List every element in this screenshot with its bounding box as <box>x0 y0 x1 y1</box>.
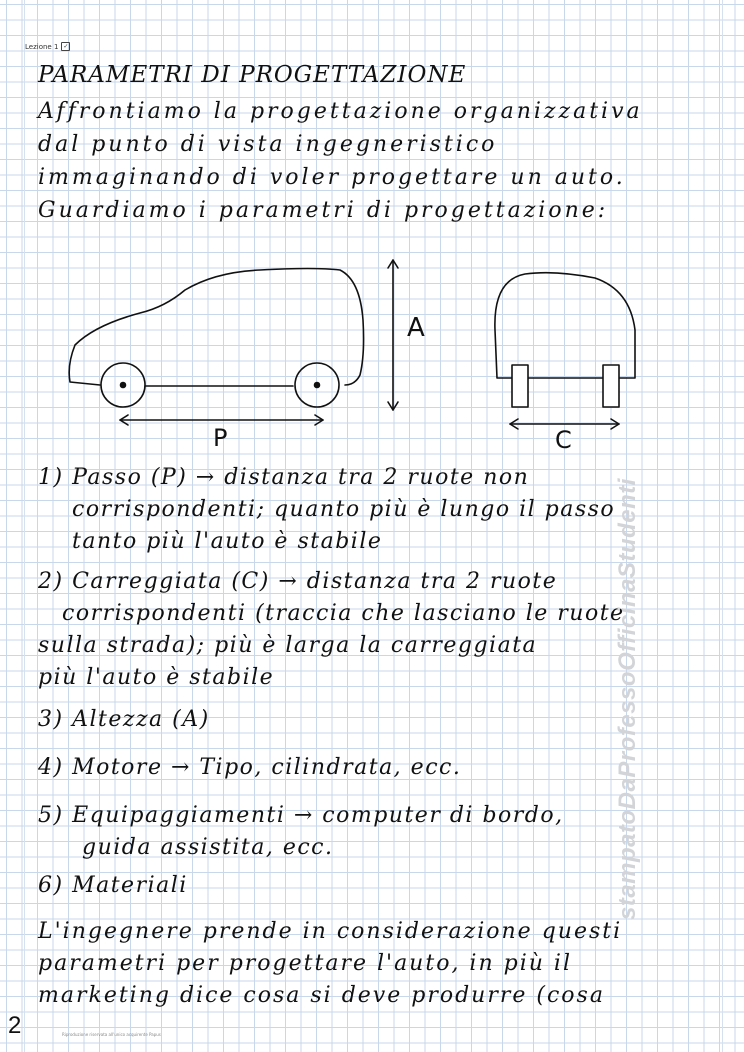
list-item-line: guida assistita, ecc. <box>82 835 334 860</box>
car-side-view <box>69 269 363 453</box>
closing-line: L'ingegnere prende in considerazione questi <box>38 919 623 944</box>
lesson-label: Lezione 1 <box>25 42 59 51</box>
track-label: C <box>555 426 572 454</box>
rear-wheel-hub <box>315 383 320 388</box>
notes-title: PARAMETRI DI PROGETTAZIONE <box>38 62 467 88</box>
height-indicator <box>388 260 425 410</box>
list-item-line: 5) Equipaggiamenti → computer di bordo, <box>38 803 564 828</box>
list-item-line: 3) Altezza (A) <box>38 707 210 732</box>
list-item-line: sulla strada); più è larga la carreggiata <box>38 633 538 658</box>
front-wheel-hub <box>121 383 126 388</box>
page-number: 2 <box>8 1012 22 1039</box>
checkbox-icon: ✓ <box>63 43 69 50</box>
list-item-line: corrispondenti (traccia che lasciano le ruote <box>62 601 625 626</box>
car-diagram <box>55 250 655 460</box>
height-label: A <box>407 313 425 343</box>
list-item-line: corrispondenti; quanto più è lungo il passo <box>72 497 616 522</box>
car-body-outline <box>69 269 363 386</box>
rear-right-wheel <box>603 365 619 407</box>
list-item-line: 2) Carreggiata (C) → distanza tra 2 ruote <box>38 569 558 594</box>
lesson-header <box>25 42 70 51</box>
list-item-line: più l'auto è stabile <box>38 665 275 690</box>
closing-line: parametri per progettare l'auto, in più il <box>38 951 572 976</box>
list-item-line: 4) Motore → Tipo, cilindrata, ecc. <box>38 755 462 780</box>
list-item-line: tanto più l'auto è stabile <box>72 529 383 554</box>
footer-note: Riproduzione riservata all'unico acquirente Papus <box>62 1032 161 1037</box>
intro-line: Affrontiamo la progettazione organizzativa <box>38 99 643 124</box>
car-rear-view <box>495 273 635 454</box>
list-item-line: 6) Materiali <box>38 873 188 898</box>
watermark-text: stampatoDaProfessoOfficinaStudenti <box>614 478 641 920</box>
wheelbase-label: P <box>213 424 228 452</box>
closing-paragraph <box>38 916 730 1012</box>
margin-line-left <box>24 0 25 1052</box>
intro-line: immaginando di voler progettare un auto. <box>38 165 626 190</box>
closing-line: marketing dice cosa si deve produrre (cosa <box>38 983 605 1008</box>
intro-line: dal punto di vista ingegneristico <box>38 132 498 157</box>
list-item-line: 1) Passo (P) → distanza tra 2 ruote non <box>38 465 530 490</box>
intro-line: Guardiamo i parametri di progettazione: <box>38 198 609 223</box>
rear-left-wheel <box>512 365 528 407</box>
rear-body-outline <box>495 273 635 378</box>
intro-paragraph <box>38 95 730 227</box>
